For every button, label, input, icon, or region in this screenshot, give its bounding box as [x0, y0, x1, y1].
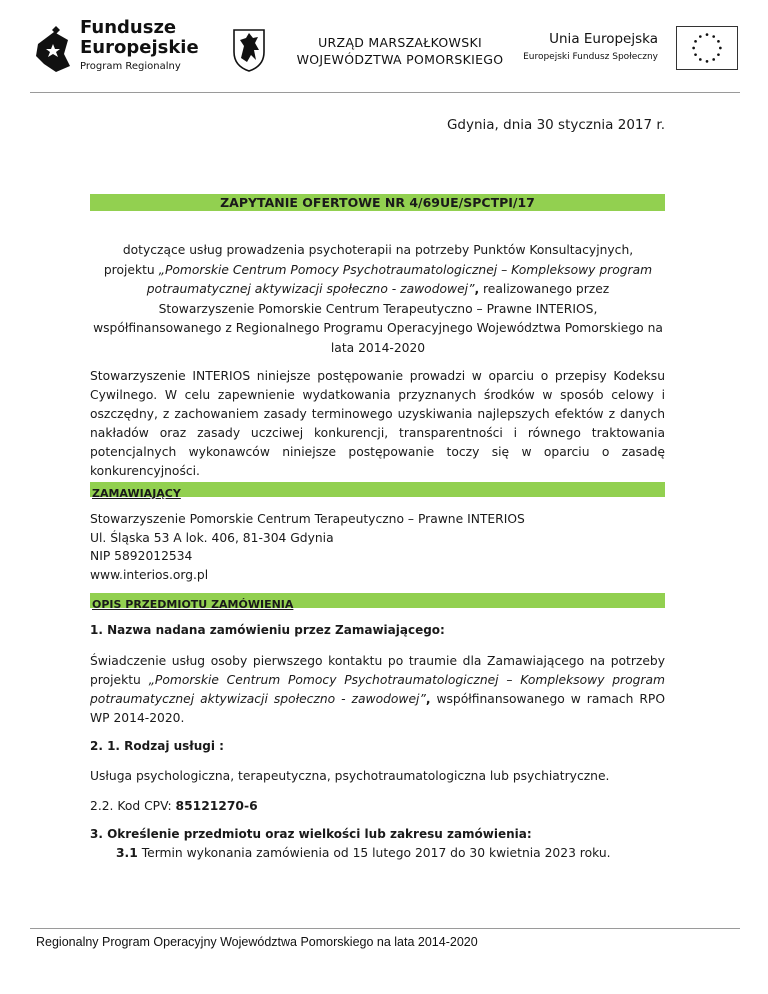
zamawiajacy-heading-text: ZAMAWIAJĄCY [92, 487, 181, 500]
um-logo-line1: URZĄD MARSZAŁKOWSKI [318, 35, 482, 50]
section-3-1-number: 3.1 [116, 846, 138, 860]
subject-line-3-rest: realizowanego przez [479, 282, 610, 296]
project-name-part-2: potraumatycznej aktywizacji społeczno - zawodowej” [146, 282, 475, 296]
urzad-marszalkowski-logo [232, 28, 522, 78]
cpv-line [90, 797, 665, 816]
subject-line-4: Stowarzyszenie Pomorskie Centrum Terapeutyczno – Prawne INTERIOS, [158, 301, 598, 316]
zamawiajacy-nip: NIP 5892012534 [90, 549, 193, 563]
eu-logo-line2: Europejski Fundusz Społeczny [523, 52, 658, 62]
subject-line-6: lata 2014-2020 [330, 340, 426, 355]
section-1-paragraph [90, 652, 665, 728]
fundusze-europejskie-mark-icon [34, 24, 72, 74]
subject-line-2 [88, 261, 668, 281]
section-1-comma: , [425, 692, 431, 706]
section-2-1-heading: 2. 1. Rodzaj usługi : [90, 739, 224, 753]
page-footer: Regionalny Program Operacyjny Województwa Pomorskiego na lata 2014-2020 [36, 935, 478, 949]
zamawiajacy-website: www.interios.org.pl [90, 567, 209, 582]
eu-flag-icon [676, 26, 738, 70]
subject-line-2-prefix: projektu [103, 262, 159, 277]
subject-line-1: dotyczące usług prowadzenia psychoterapii na potrzeby Punktów Konsultacyjnych, [122, 243, 634, 257]
fundusze-europejskie-logo [34, 18, 224, 82]
section-1-text-start: Świadczenie usług osoby pierwszego kontaktu po traumie dla Zamawiającego na potrzeby projektu [90, 654, 665, 687]
opis-heading-text: OPIS PRZEDMIOTU ZAMÓWIENIA [92, 598, 294, 611]
opis-section-heading [90, 593, 665, 611]
unia-europejska-logo [508, 26, 738, 82]
fundusze-europejskie-text [80, 18, 199, 74]
zamawiajacy-section-heading [90, 482, 665, 500]
cpv-label: 2.2. Kod CPV: [90, 799, 176, 813]
zamawiajacy-address: Ul. Śląska 53 A lok. 406, 81-304 Gdynia [90, 530, 334, 545]
zamawiajacy-details [90, 510, 665, 584]
fe-logo-line2: Europejskie [80, 37, 199, 58]
um-logo-line2: WOJEWÓDZTWA POMORSKIEGO [296, 52, 504, 67]
project-name-part-1: „Pomorskie Centrum Pomocy Psychotraumatologicznej – Kompleksowy program [158, 262, 653, 277]
page-header [0, 0, 768, 92]
footer-divider [30, 928, 740, 929]
subject-block [88, 241, 668, 358]
unia-europejska-text [508, 30, 658, 64]
subject-line-3 [88, 280, 668, 300]
urzad-marszalkowski-text [278, 34, 522, 68]
subject-line-5: współfinansowanego z Regionalnego Programu Operacyjnego Województwa Pomorskiego na [93, 321, 663, 335]
section-2-1-paragraph: Usługa psychologiczna, terapeutyczna, psychotraumatologiczna lub psychiatryczne. [90, 769, 610, 783]
section-3-heading: 3. Określenie przedmiotu oraz wielkości lub zakresu zamówienia: [90, 827, 532, 841]
zamawiajacy-name: Stowarzyszenie Pomorskie Centrum Terapeutyczno – Prawne INTERIOS [90, 512, 525, 526]
pomorskie-griffin-crest-icon [232, 28, 266, 72]
header-divider [30, 92, 740, 93]
fe-logo-line3: Program Regionalny [80, 61, 181, 72]
section-1-project-name: „Pomorskie Centrum Pomocy Psychotraumatologicznej – Kompleksowy program potraumatycznej aktywizacji społeczno - zawodowej” [90, 673, 665, 706]
subject-line-3-comma: , [474, 282, 480, 296]
fe-logo-line1: Fundusze [80, 17, 177, 38]
document-title: ZAPYTANIE OFERTOWE NR 4/69UE/SPCTPI/17 [90, 194, 665, 211]
section-1-text-end: współfinansowanego w ramach RPO WP 2014-2020. [90, 692, 666, 725]
section-1-heading: 1. Nazwa nadana zamówieniu przez Zamawiającego: [90, 623, 445, 637]
eu-logo-line1: Unia Europejska [549, 31, 658, 47]
document-date: Gdynia, dnia 30 stycznia 2017 r. [446, 117, 665, 133]
section-3-1-text: Termin wykonania zamówienia od 15 lutego 2017 do 30 kwietnia 2023 roku. [137, 846, 611, 860]
intro-paragraph: Stowarzyszenie INTERIOS niniejsze postępowanie prowadzi w oparciu o przepisy Kodeksu Cywilnego. W celu zapewnienie wydatkowania przyznanych środków w sposób celowy i oszczędny, z zachowaniem zasady terminowego uzyskiwania najlepszych efektów z danych nakładów oraz zasady uczciwej konkurencji, transparentności i równego traktowania potencjalnych wykonawców niniejsze postępowanie toczy się w oparciu o zasadę konkurencyjności. [90, 369, 665, 478]
section-3-1-item [116, 846, 611, 860]
cpv-code: 85121270-6 [175, 799, 258, 813]
